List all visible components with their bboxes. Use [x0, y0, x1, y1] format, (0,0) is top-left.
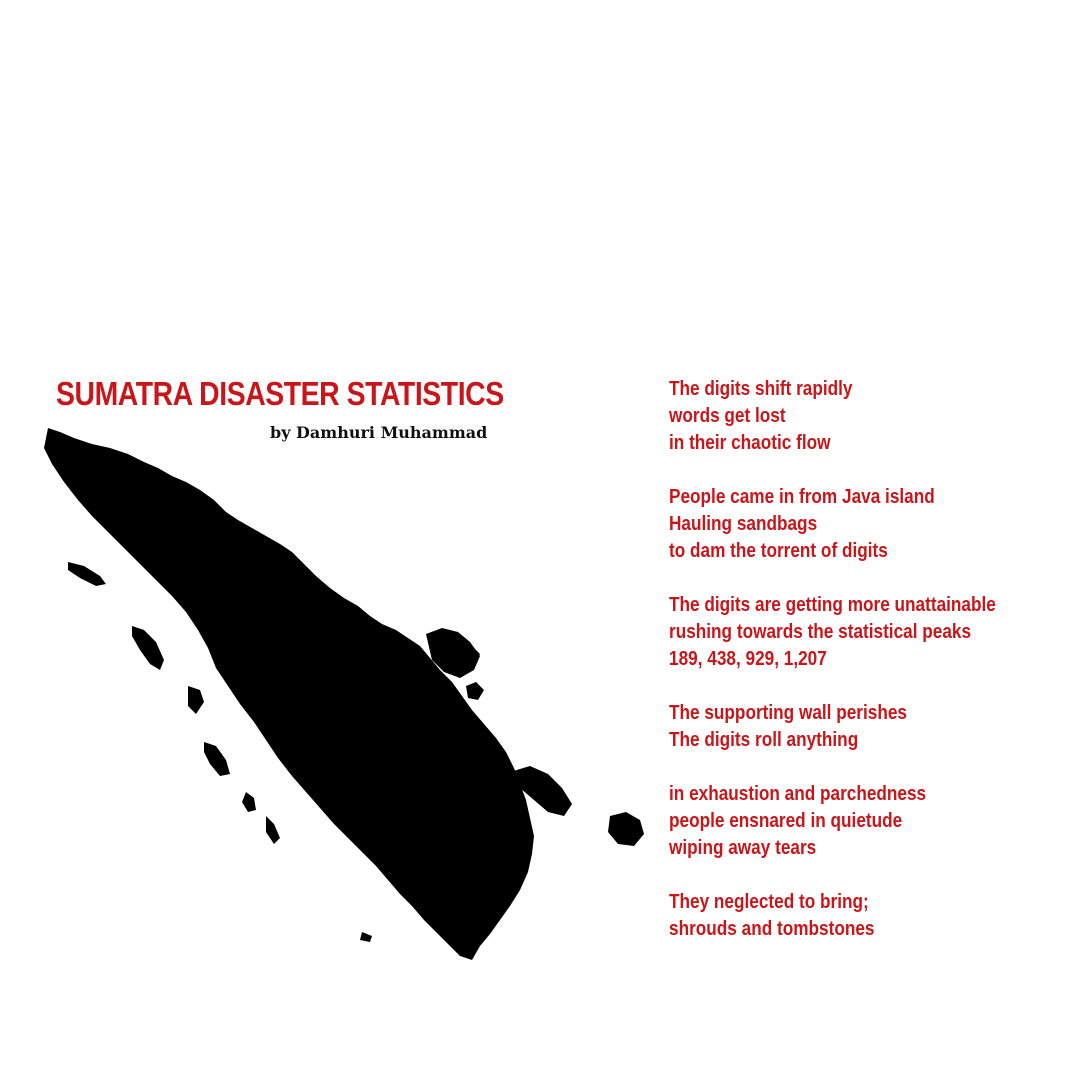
small-island-east-2 — [466, 682, 484, 700]
belitung-island — [608, 812, 644, 846]
poem-stanza — [669, 889, 1069, 943]
poem-line: The supporting wall perishes — [669, 702, 907, 724]
poem-line: words get lost — [669, 405, 786, 427]
poem-stanza — [669, 781, 1069, 862]
simeulue-island — [68, 562, 106, 586]
poem-line: in their chaotic flow — [669, 432, 831, 454]
siberut-island — [204, 742, 230, 776]
poem-line: They neglected to bring; — [669, 891, 869, 913]
sipora-island — [242, 792, 256, 812]
sumatra-mainland — [44, 428, 534, 960]
poem-body — [669, 376, 1069, 970]
poem-line: to dam the torrent of digits — [669, 540, 888, 562]
poem-stanza — [669, 700, 1069, 754]
poem-line: rushing towards the statistical peaks — [669, 621, 972, 643]
poem-line: The digits roll anything — [669, 729, 859, 751]
poem-stanza — [669, 592, 1069, 673]
poem-title: SUMATRA DISASTER STATISTICS — [56, 375, 504, 412]
poem-line: People came in from Java island — [669, 486, 935, 508]
pagai-island — [266, 816, 280, 844]
poem-line: wiping away tears — [669, 837, 817, 859]
author-byline: by Damhuri Muhammad — [270, 423, 488, 442]
poem-stanza — [669, 376, 1069, 457]
poem-line: The digits are getting more unattainable — [669, 594, 996, 616]
enggano-island — [360, 932, 372, 942]
poem-stanza — [669, 484, 1069, 565]
nias-island — [132, 626, 164, 670]
sumatra-map-icon — [40, 420, 650, 970]
poem-line: The digits shift rapidly — [669, 378, 853, 400]
poem-line: Hauling sandbags — [669, 513, 818, 535]
poem-line: people ensnared in quietude — [669, 810, 903, 832]
batu-island — [188, 686, 204, 714]
poem-line: in exhaustion and parchedness — [669, 783, 927, 805]
poem-line: 189, 438, 929, 1,207 — [669, 648, 827, 670]
poem-line: shrouds and tombstones — [669, 918, 875, 940]
